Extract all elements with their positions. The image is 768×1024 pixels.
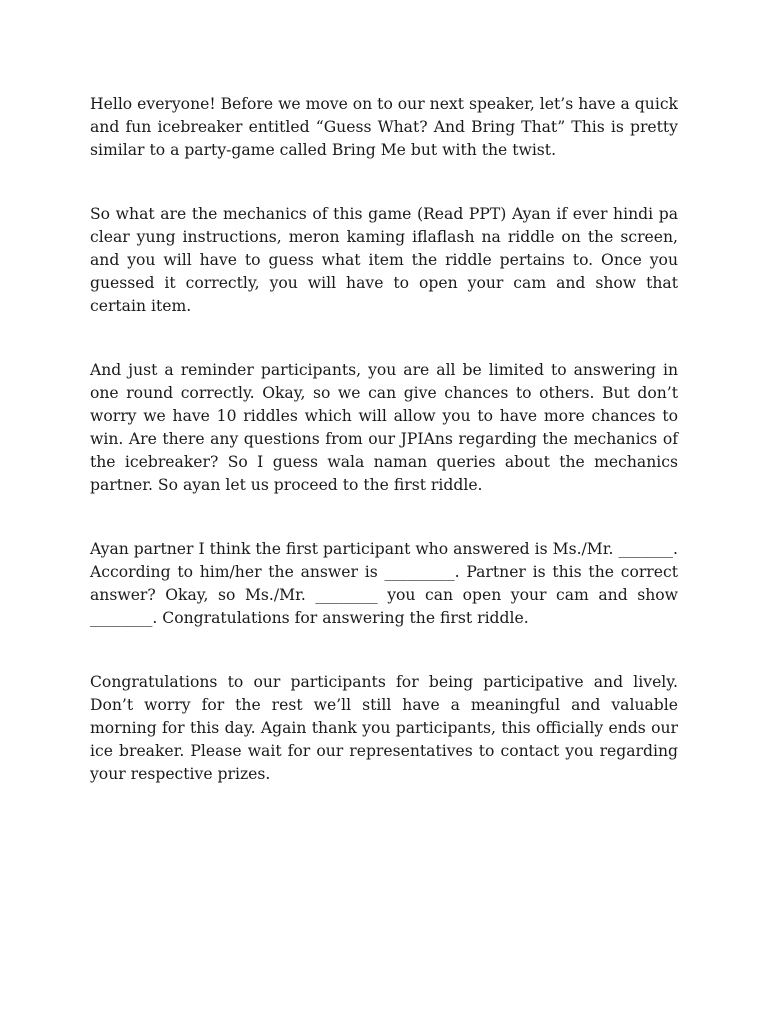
paragraph-intro: Hello everyone! Before we move on to our next speaker, let’s have a quick and fun icebreaker entitled “Guess What? And Bring That” This is pretty similar to a party-game called Bring Me but with the twist. xyxy=(90,95,678,159)
document-body xyxy=(90,93,678,786)
paragraph-mechanics: So what are the mechanics of this game (Read PPT) Ayan if ever hindi pa clear yung instructions, meron kaming iflaflash na riddle on the screen, and you will have to guess what item the riddle pertains to. Once you guessed it correctly, you will have to open your cam and show that certain item. xyxy=(90,205,678,315)
paragraph-closing: Congratulations to our participants for being participative and lively. Don’t worry for the rest we’ll still have a meaningful and valuable morning for this day. Again thank you participants, this officially ends our ice breaker. Please wait for our representatives to contact you regarding your respective prizes. xyxy=(90,673,678,783)
paragraph-first-riddle: Ayan partner I think the first participant who answered is Ms./Mr. _______. According to him/her the answer is _________. Partner is this the correct answer? Okay, so Ms./Mr. ________ you can open your cam and show ________. Congratulations for answering the first riddle. xyxy=(90,540,678,627)
paragraph-reminder: And just a reminder participants, you are all be limited to answering in one round correctly. Okay, so we can give chances to others. But don’t worry we have 10 riddles which will allow you to have more chances to win. Are there any questions from our JPIAns regarding the mechanics of the icebreaker? So I guess wala naman queries about the mechanics partner. So ayan let us proceed to the first riddle. xyxy=(90,361,678,494)
